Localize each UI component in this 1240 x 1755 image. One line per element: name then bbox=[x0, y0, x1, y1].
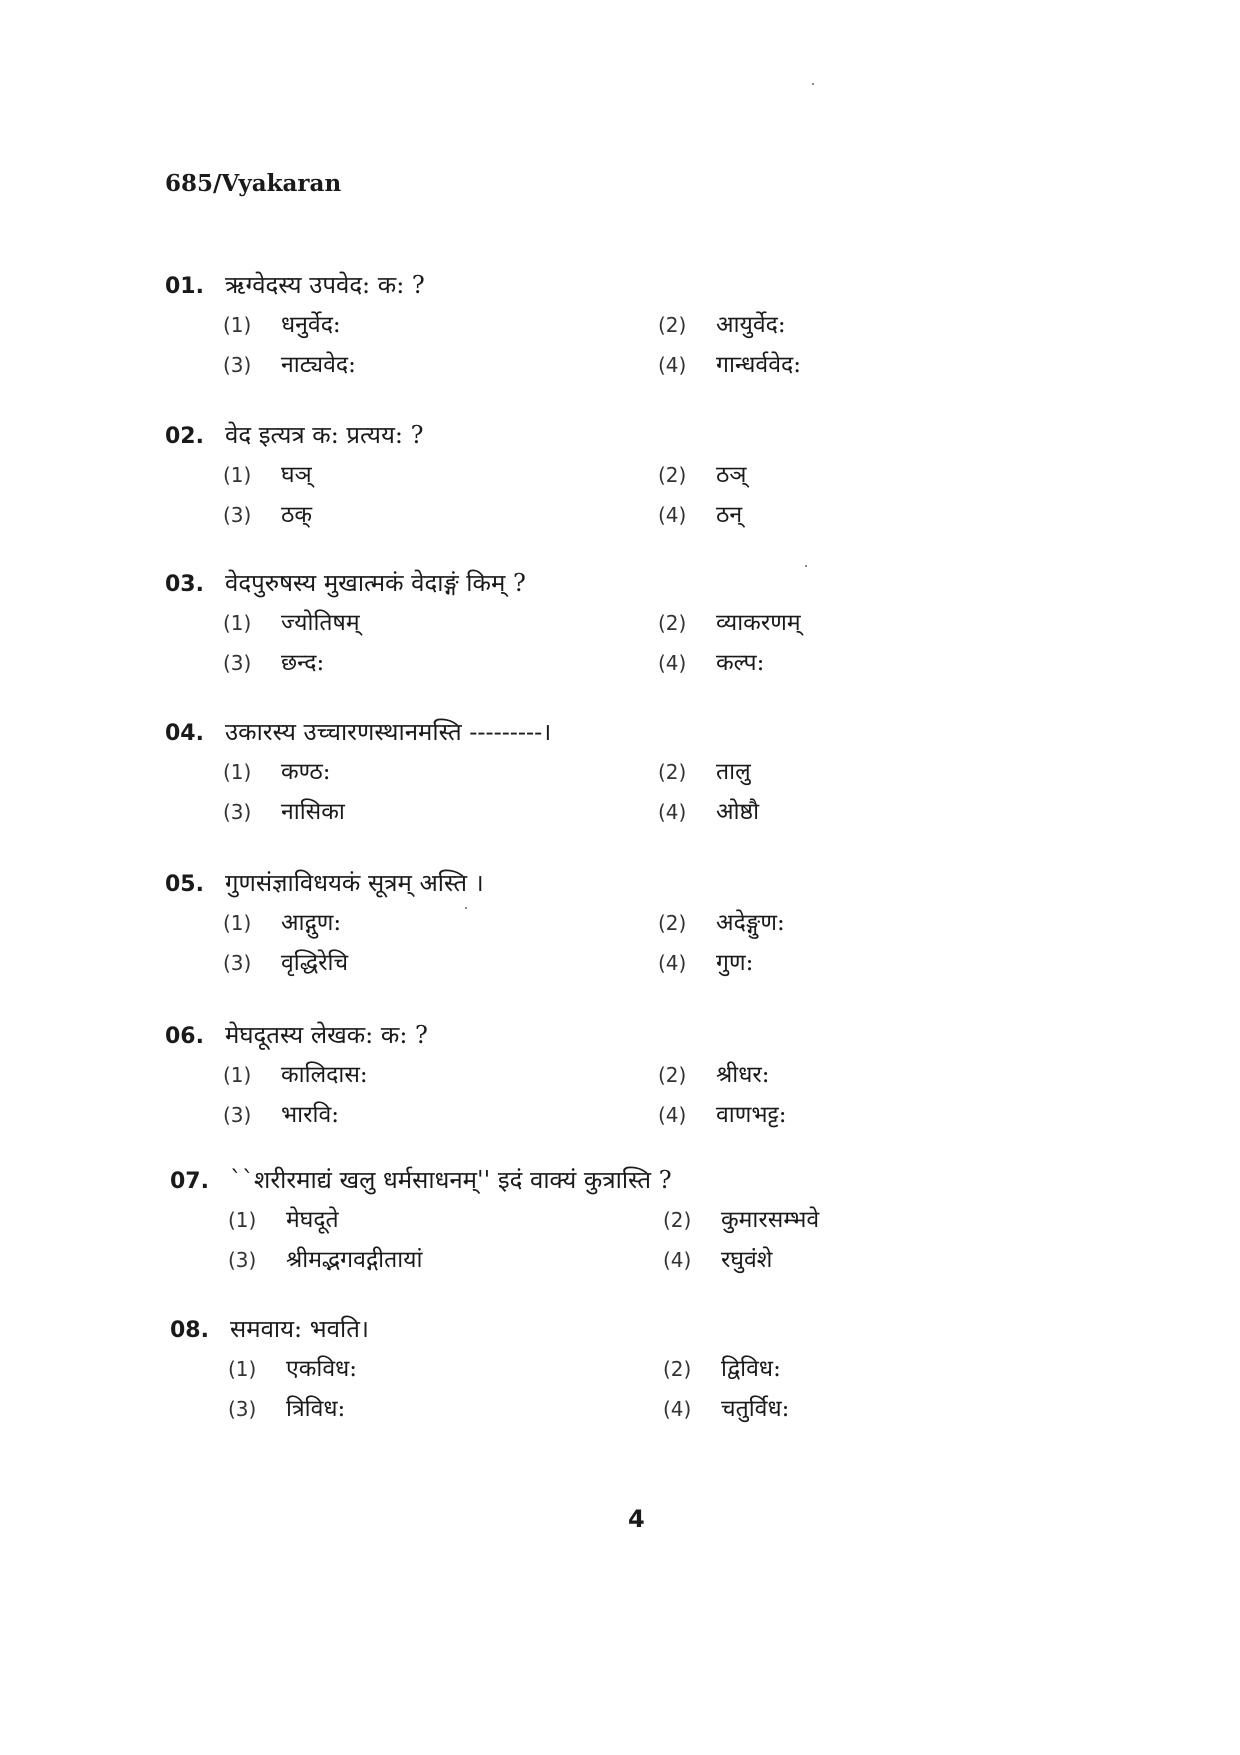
question-text: ऋग्वेदस्य उपवेद: क: ? bbox=[225, 271, 425, 299]
option-item bbox=[658, 754, 918, 786]
option-text: चतुर्विध: bbox=[721, 1396, 790, 1422]
option-number: (1) bbox=[228, 1357, 257, 1381]
options-grid bbox=[223, 605, 865, 677]
options-grid bbox=[228, 1202, 870, 1274]
option-text: रघुवंशे bbox=[721, 1247, 773, 1273]
option-item bbox=[658, 645, 918, 677]
option-number: (2) bbox=[663, 1357, 692, 1381]
option-number: (2) bbox=[663, 1208, 692, 1232]
option-text: कण्ठ: bbox=[281, 759, 331, 785]
question-line bbox=[165, 268, 865, 301]
option-item bbox=[658, 905, 918, 937]
question-block bbox=[165, 866, 865, 977]
question-line bbox=[165, 1018, 865, 1051]
question-line bbox=[165, 715, 865, 748]
option-item bbox=[658, 1057, 918, 1089]
option-item bbox=[223, 457, 658, 489]
option-item bbox=[663, 1351, 923, 1383]
question-block bbox=[165, 715, 865, 826]
option-number: (1) bbox=[223, 611, 252, 635]
option-text: त्रिविध: bbox=[286, 1396, 346, 1422]
question-number: 04. bbox=[165, 721, 204, 746]
option-item bbox=[223, 347, 658, 379]
option-number: (3) bbox=[223, 951, 252, 975]
question-block bbox=[170, 1312, 870, 1423]
option-item bbox=[658, 457, 918, 489]
option-number: (2) bbox=[658, 463, 687, 487]
question-line bbox=[170, 1312, 870, 1345]
option-text: वाणभट्ट: bbox=[716, 1102, 787, 1128]
option-text: नाट्यवेद: bbox=[281, 352, 356, 378]
option-number: (2) bbox=[658, 911, 687, 935]
question-text: मेघदूतस्य लेखक: क: ? bbox=[225, 1021, 428, 1049]
option-item bbox=[223, 754, 658, 786]
option-text: ओष्ठौ bbox=[716, 799, 760, 825]
option-text: श्रीधर: bbox=[716, 1062, 770, 1088]
option-text: ज्योतिषम् bbox=[281, 610, 360, 636]
option-item bbox=[228, 1202, 663, 1234]
option-number: (4) bbox=[658, 651, 687, 675]
paper-code-header: 685/Vyakaran bbox=[165, 170, 342, 197]
question-number: 02. bbox=[165, 424, 204, 449]
scan-speck bbox=[812, 83, 814, 85]
option-text: द्विविध: bbox=[721, 1356, 781, 1382]
question-text: समवाय: भवति। bbox=[230, 1315, 369, 1343]
option-text: वृद्धिरेचि bbox=[281, 950, 349, 976]
option-item bbox=[223, 1057, 658, 1089]
question-line bbox=[165, 566, 865, 599]
option-number: (3) bbox=[228, 1248, 257, 1272]
option-text: ठञ् bbox=[716, 462, 747, 488]
option-number: (4) bbox=[658, 800, 687, 824]
question-text: वेदपुरुषस्य मुखात्मकं वेदाङ्गं किम् ? bbox=[225, 569, 526, 597]
question-line bbox=[165, 418, 865, 451]
question-number: 07. bbox=[170, 1169, 209, 1194]
question-line bbox=[165, 866, 865, 899]
option-text: ठक् bbox=[281, 502, 313, 528]
question-block bbox=[165, 566, 865, 677]
option-item bbox=[663, 1242, 923, 1274]
option-item bbox=[663, 1391, 923, 1423]
option-item bbox=[658, 347, 918, 379]
option-number: (4) bbox=[658, 951, 687, 975]
question-text: गुणसंज्ञाविधयकं सूत्रम् अस्ति । bbox=[225, 869, 484, 897]
option-number: (2) bbox=[658, 1063, 687, 1087]
scan-speck bbox=[805, 565, 807, 567]
option-number: (2) bbox=[658, 611, 687, 635]
option-number: (1) bbox=[223, 1063, 252, 1087]
option-text: आद्गुण: bbox=[281, 910, 342, 936]
option-item bbox=[223, 497, 658, 529]
option-item bbox=[223, 605, 658, 637]
option-item bbox=[223, 645, 658, 677]
option-text: अदेङ्गुण: bbox=[716, 910, 785, 936]
option-item bbox=[223, 794, 658, 826]
option-number: (3) bbox=[223, 1103, 252, 1127]
option-item bbox=[658, 307, 918, 339]
option-text: आयुर्वेद: bbox=[716, 312, 786, 338]
option-number: (4) bbox=[663, 1397, 692, 1421]
option-item bbox=[658, 794, 918, 826]
option-number: (1) bbox=[223, 463, 252, 487]
option-text: श्रीमद्भगवद्गीतायां bbox=[286, 1247, 423, 1273]
option-number: (3) bbox=[223, 651, 252, 675]
question-block bbox=[165, 418, 865, 529]
option-number: (1) bbox=[223, 760, 252, 784]
option-text: तालु bbox=[716, 759, 751, 785]
question-number: 05. bbox=[165, 872, 204, 897]
option-text: ठन् bbox=[716, 502, 743, 528]
option-text: मेघदूते bbox=[286, 1207, 339, 1233]
option-number: (1) bbox=[223, 911, 252, 935]
option-number: (3) bbox=[228, 1397, 257, 1421]
question-text: वेद इत्यत्र क: प्रत्यय: ? bbox=[225, 421, 424, 449]
option-number: (3) bbox=[223, 800, 252, 824]
question-block bbox=[165, 1018, 865, 1129]
question-number: 03. bbox=[165, 572, 204, 597]
options-grid bbox=[228, 1351, 870, 1423]
question-text: उकारस्य उच्चारणस्थानमस्ति ---------। bbox=[225, 718, 552, 746]
question-number: 08. bbox=[170, 1318, 209, 1343]
question-number: 01. bbox=[165, 274, 204, 299]
options-grid bbox=[223, 1057, 865, 1129]
option-text: गुण: bbox=[716, 950, 754, 976]
question-number: 06. bbox=[165, 1024, 204, 1049]
scan-speck bbox=[465, 907, 467, 909]
option-number: (2) bbox=[658, 313, 687, 337]
option-text: कुमारसम्भवे bbox=[721, 1207, 820, 1233]
option-item bbox=[228, 1391, 663, 1423]
option-text: नासिका bbox=[281, 799, 345, 825]
option-number: (3) bbox=[223, 503, 252, 527]
question-line bbox=[170, 1163, 870, 1196]
option-number: (4) bbox=[658, 503, 687, 527]
option-number: (3) bbox=[223, 353, 252, 377]
option-item bbox=[658, 605, 918, 637]
option-item bbox=[228, 1351, 663, 1383]
option-item bbox=[663, 1202, 923, 1234]
page-number: 4 bbox=[628, 1505, 645, 1533]
option-text: एकविध: bbox=[286, 1356, 358, 1382]
option-text: कल्प: bbox=[716, 650, 765, 676]
option-number: (4) bbox=[658, 1103, 687, 1127]
option-text: धनुर्वेद: bbox=[281, 312, 341, 338]
option-item bbox=[223, 905, 658, 937]
options-grid bbox=[223, 457, 865, 529]
option-item bbox=[223, 1097, 658, 1129]
option-text: भारवि: bbox=[281, 1102, 340, 1128]
question-text: ``शरीरमाद्यं खलु धर्मसाधनम्'' इदं वाक्यं कुत्रास्ति ? bbox=[230, 1166, 672, 1194]
option-number: (1) bbox=[228, 1208, 257, 1232]
option-number: (4) bbox=[663, 1248, 692, 1272]
options-grid bbox=[223, 905, 865, 977]
option-number: (1) bbox=[223, 313, 252, 337]
option-item bbox=[223, 945, 658, 977]
option-item bbox=[658, 1097, 918, 1129]
option-text: कालिदास: bbox=[281, 1062, 368, 1088]
options-grid bbox=[223, 754, 865, 826]
question-block bbox=[165, 268, 865, 379]
option-text: व्याकरणम् bbox=[716, 610, 801, 636]
option-text: घञ् bbox=[281, 462, 312, 488]
options-grid bbox=[223, 307, 865, 379]
option-item bbox=[658, 945, 918, 977]
option-number: (2) bbox=[658, 760, 687, 784]
option-number: (4) bbox=[658, 353, 687, 377]
option-text: गान्धर्ववेद: bbox=[716, 352, 801, 378]
option-text: छन्द: bbox=[281, 650, 325, 676]
option-item bbox=[228, 1242, 663, 1274]
question-block bbox=[170, 1163, 870, 1274]
option-item bbox=[658, 497, 918, 529]
option-item bbox=[223, 307, 658, 339]
